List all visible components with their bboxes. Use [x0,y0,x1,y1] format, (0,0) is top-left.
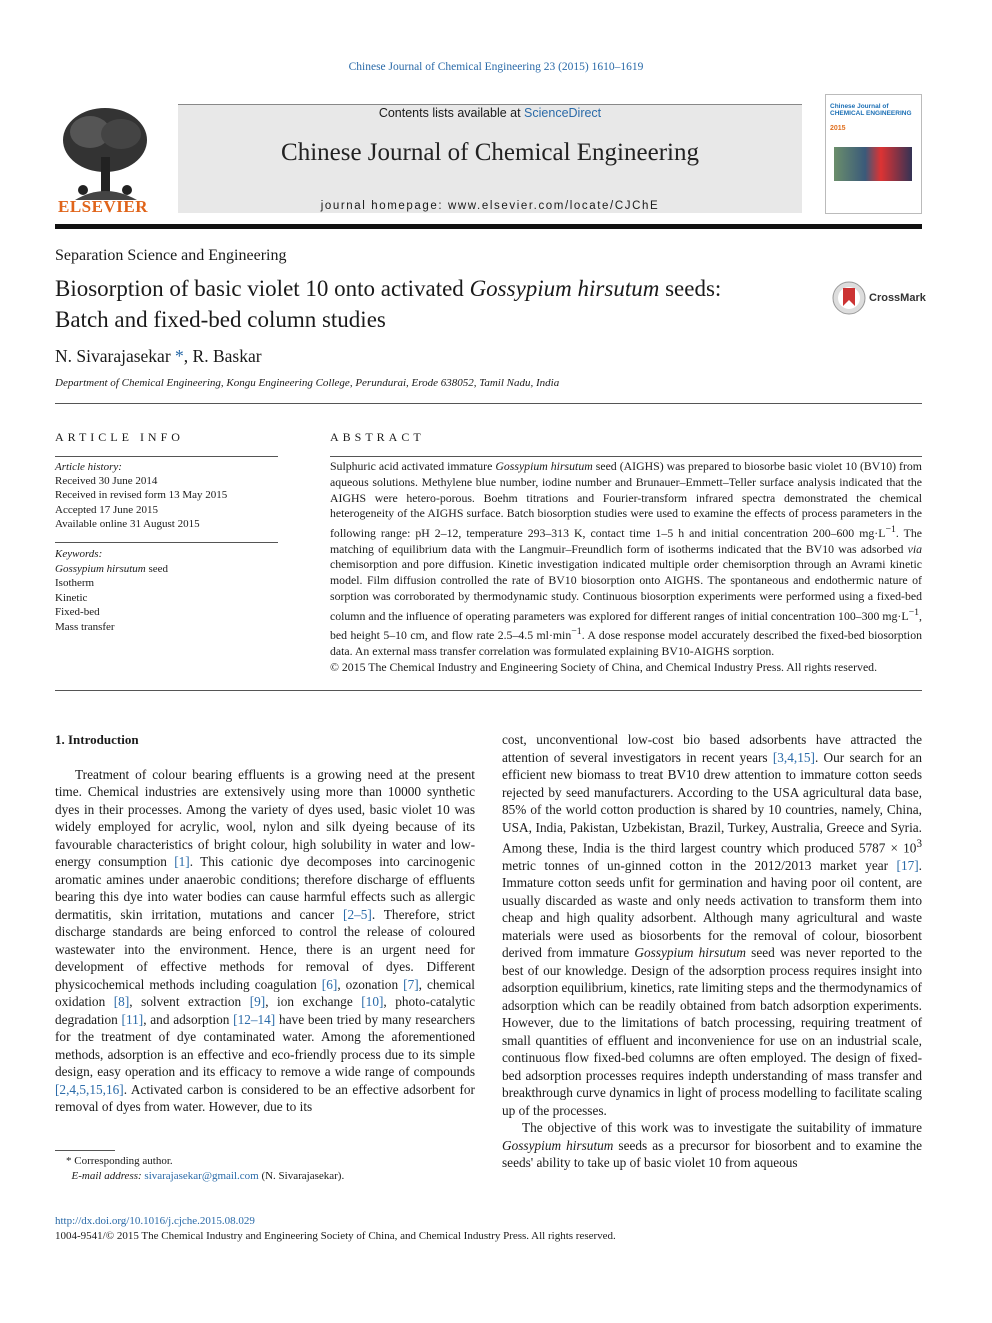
journal-banner [178,104,802,213]
crossmark-icon[interactable] [832,281,866,315]
section-tag: Separation Science and Engineering [55,247,287,264]
journal-homepage[interactable]: journal homepage: www.elsevier.com/locate/CJChE [320,200,660,212]
cover-image [834,147,912,181]
abstract-heading: ABSTRACT [330,430,425,444]
section-heading: 1. Introduction [55,732,139,747]
contents-line: Contents lists available at ScienceDirect [378,106,602,120]
citation-link[interactable]: [17] [896,857,919,873]
divider [55,542,278,543]
footnote: * Corresponding author. E-mail address: sivarajasekar@gmail.com (N. Sivarajasekar). [66,1155,345,1182]
journal-reference-link[interactable]: Chinese Journal of Chemical Engineering 23 (2015) 1610–1619 [348,61,644,73]
citation-link[interactable]: [8] [113,994,130,1009]
body-column-right [502,731,922,1172]
divider [330,456,922,457]
citation-link[interactable]: [11] [121,1011,144,1027]
divider [55,456,278,457]
journal-cover-thumbnail [825,94,922,214]
paragraph: cost, unconventional low-cost bio based adsorbents have attracted the attention of several investigators in recent years [3,4,15]. Our search for an efficient new biomass to treat BV10 drew attention to immature cotton seeds rejected by seed manufacturers. According to the USA agricultural data base, 85% of the world cotton production is shared by 10 countries, namely, China, USA, India, Pakistan, Uzbekistan, Brazil, Turkey, Australia, Greece and Syria. Among these, India is the third largest country which produced $5787 \times 10^3$ metric tonnes of un-ginned cotton in the 2012/2013 market year [17]. Immature cotton seeds unfit for germination and having poor oil content, are usually discarded as waste and only needs activation to transform them into cheap and high quality adsorbent. Although many agricultural and waste materials were used as biosorbents for the removal of colour, biosorbent derived from immature Gossypium hirsutum seed was never reported to the best of our knowledge. Design of the adsorption process requires insight into adsorption equilibrium, kinetics, rate limiting steps and the thermodynamics of adsorption which can be readily obtained from batch adsorption experiments. However, due to the limitations of batch processing, requiring treatment of small quantities of effluent and inconvenience for use on an industrial scale, continuous flow fixed-bed columns are often employed. The design of fixed-bed adsorption processes requires indepth understanding of mass transfer and breakthrough curve dynamics in light of process modelling to facilitate scaling up of the processes. [502,732,922,1118]
copyright-line: © 2015 The Chemical Industry and Engineering Society of China, and Chemical Industry Press. All rights reserved. [330,659,878,674]
citation-link[interactable]: [10] [361,994,384,1009]
sciencedirect-link[interactable]: ScienceDirect [524,106,602,120]
paragraph: Treatment of colour bearing effluents is a growing need at the present time. Chemical industries are extensively using more than 10000 synthetic dyes in their processes. Among the variety of dyes used, basic violet 10 was widely employed for acrylic, wool, nylon and silk dyeing because of its favourable characteristics of bright colour, high solubility in water and low-energy consumption [1]. This cationic dye decomposes into carcinogenic aromatic amines under anaerobic conditions; therefore discharge of effluents bearing this dye into water bodies can cause harmful effects such as allergic dermatitis, skin irritation, mutations and cancer [2–5]. Therefore, strict discharge standards are being enforced to control the release of coloured wastewater into the environment. Hence, there is an urgent need for development of effective methods for removal of dyes. Different physicochemical methods including coagulation [6], ozonation [7], chemical oxidation [8], solvent extraction [9], ion exchange [10], photo-catalytic degradation [11], and adsorption [12–14] have been tried by many researchers for the treatment of dye contaminated water. Among the aforementioned methods, adsorption is an effective and eco-friendly process due to its simple design, easy operation and its efficacy to remove a wide range of compounds [2,4,5,15,16]. Activated carbon is considered to be an effective adsorbent for removal of dyes from water. However, due to its [55,766,475,1114]
author-list: N. Sivarajasekar *, R. Baskar [55,346,262,366]
keywords: Keywords: Gossypium hirsutum seed Isotherm Kinetic Fixed-bed Mass transfer [55,548,169,633]
cover-year: 2015 [830,125,846,132]
paper-title: Biosorption of basic violet 10 onto activated Gossypium hirsutum seeds: Batch and fixed-bed column studies [55,276,722,332]
doi-link[interactable]: http://dx.doi.org/10.1016/j.cjche.2015.08.029 [55,1215,255,1227]
divider [55,403,922,404]
citation-link[interactable]: [6] [321,976,338,992]
citation-link[interactable]: [3,4,15] [772,749,815,765]
citation-link[interactable]: [7] [403,976,419,992]
abstract-text: Sulphuric acid activated immature Gossypium hirsutum seed (AIGHS) was prepared to biosorbe basic violet 10 (BV10) from aqueous solutions. Methylene blue number, iodine number and Brunauer–Emmett–Teller surface analysis indicated that the AIGHS were hetero-porous. Boehm titrations and Fourier-transform infrared spectra demonstrated the chemical heterogeneity of the AIGHS surface. Batch biosorption studies were used to examine the effects of process parameters in the following range: pH 2–12, temperature 293–313 K, contact time 1–5 h and initial concentration 200–600 $mg\cdot L^{-1}$. The matching of equilibrium data with the Langmuir–Freundlich form of isotherms indicated that the BV10 was adsorbed via chemisorption and pore diffusion. Kinetic investigation indicated multiple order chemisorption through an Avrami kinetic model. Film diffusion controlled the rate of BV10 biosorption onto AIGHS. The spontaneous and endothermic nature of sorption was corroborated by thermodynamic study. Continuous biosorption experiments were performed using a fixed-bed column and the influence of operating parameters was explored for different ranges of initial concentration 100–300 $mg\cdot L^{-1}$, bed height 5–10 cm, and flow rate 2.5–4.5 $ml\cdot\min^{-1}$. A dose response model accurately described the fixed-bed biosorption data. An external mass transfer correlation was formulated explaining BV10-AIGHS sorption. © 2015 The Chemical Industry and Engineering Society of China, and Chemical Industry Press. All rights reserved. [330,459,922,674]
journal-title: Chinese Journal of Chemical Engineering [281,139,699,166]
citation-link[interactable]: [2–5] [343,906,372,922]
article-history: Article history: Received 30 June 2014 Received in revised form 13 May 2015 Accepted 17 June 2015 Available online 31 August 2015 [55,461,228,530]
paragraph: The objective of this work was to investigate the suitability of immature Gossypium hirsutum seeds as a precursor for biosorbent and to examine the seeds' ability to take up of basic violet 10 from aqueous [502,1120,922,1171]
citation-link[interactable]: [2,4,5,15,16] [55,1081,124,1097]
cover-title: Chinese Journal of CHEMICAL ENGINEERING [830,103,912,117]
author-1: N. Sivarajasekar [55,346,171,366]
doi-block: http://dx.doi.org/10.1016/j.cjche.2015.08.029 1004-9541/© 2015 The Chemical Industry and Engineering Society of China, and Chemical Industry Press. All rights reserved. [55,1215,616,1242]
citation-link[interactable]: [9] [249,994,266,1009]
citation-link[interactable]: [12–14] [233,1011,276,1027]
author-2: R. Baskar [192,346,262,366]
footnote-rule [55,1150,115,1151]
crossmark-label[interactable]: CrossMark [869,292,926,304]
elsevier-tree-logo [55,102,155,212]
elsevier-wordmark: ELSEVIER [58,197,148,216]
email-link[interactable]: sivarajasekar@gmail.com [144,1170,259,1182]
header-rule [55,224,922,229]
article-info-heading: ARTICLE INFO [55,430,184,444]
corresponding-author-mark[interactable]: * [175,346,184,366]
journal-header [55,94,922,224]
divider [55,690,922,691]
body-column-left [55,731,475,1116]
citation-link[interactable]: [1] [174,854,190,869]
affiliation: Department of Chemical Engineering, Kongu Engineering College, Perundurai, Erode 638052, Tamil Nadu, India [55,377,560,389]
